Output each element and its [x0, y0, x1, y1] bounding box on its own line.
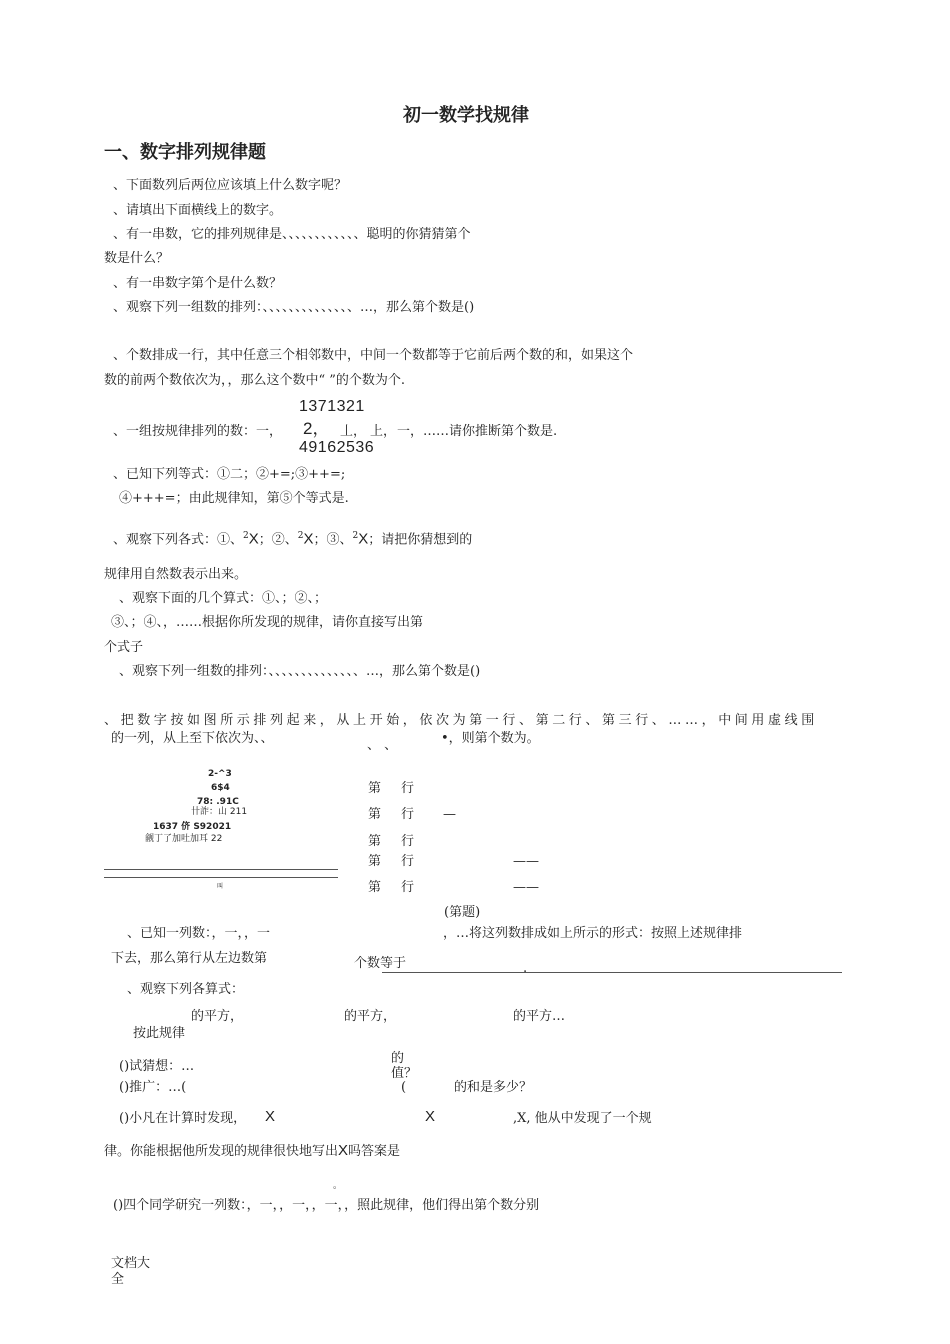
figure-label: (第题) — [444, 905, 481, 920]
q14-part-2: ()推广：…( — [119, 1080, 187, 1095]
q14-de: 的 — [391, 1051, 405, 1066]
figure-row-4: 卄詐：山 211 — [191, 807, 248, 817]
q9-x-2: X — [303, 530, 314, 548]
question-12-line1: 、把数字按如图所示排列起来，从上开始，依次为第一行、第二行、第三行、……，中间用虚线围 — [104, 713, 818, 728]
row-label-1-b: 行 — [401, 781, 415, 796]
row-label-5-a: 第 — [368, 880, 382, 895]
question-13-line1-tail: ，…将这列数排成如上所示的形式：按照上述规律排 — [443, 926, 743, 941]
q9-lead: 、观察下列各式：①、 — [113, 532, 244, 548]
row-label-1-a: 第 — [368, 781, 382, 796]
q14-part-3: ()小凡在计算时发现， — [119, 1111, 247, 1126]
question-13-period: . — [523, 961, 528, 976]
question-6-line1: 、个数排成一行，其中任意三个相邻数中，中间一个数都等于它前后两个数的和，如果这个 — [113, 348, 634, 363]
q14-square-2: 的平方， — [344, 1009, 397, 1024]
row-label-4-a: 第 — [368, 854, 382, 869]
q14-square-3: 的平方… — [513, 1009, 566, 1024]
fraction-denominators: 49162536 — [299, 439, 375, 456]
q14-part-4: ()四个同学研究一列数：，一，，一，，一，，照此规律，他们得出第个数分别 — [113, 1198, 540, 1213]
question-6-line2: 数的前两个数依次为，，那么这个数中“ ”的个数为个. — [104, 373, 406, 388]
page-title: 初一数学找规律 — [403, 105, 529, 126]
question-14: 、观察下列各算式： — [127, 982, 245, 997]
question-10-line3: 个式子 — [104, 640, 144, 655]
fraction-numerators: 1371321 — [299, 398, 365, 415]
q14-part-1: ()试猜想：… — [119, 1059, 195, 1074]
q14-part-3-line2-a: 律。你能根据他所发现的规律很快地写出 — [104, 1144, 339, 1159]
q14-rule: 按此规律 — [133, 1026, 186, 1041]
q9-sup-2: 2 — [297, 531, 304, 541]
figure-row-5: 1637 侪 S92021 — [153, 822, 232, 832]
q9-mid-3: ；③、 — [313, 532, 353, 548]
figure-row-2: 6$4 — [211, 783, 230, 793]
question-4: 、有一串数字第个是什么数？ — [113, 276, 283, 291]
answer-blank-line — [382, 972, 842, 973]
question-8-line1: 、已知下列等式：①二；②+=;③++=; — [113, 467, 346, 482]
question-7-sep2: 上， — [370, 424, 397, 439]
figure-row-3: 78: .91C — [197, 797, 239, 807]
figure-line-2 — [104, 877, 338, 878]
question-7-tail: 一，……请你推断第个数是. — [397, 424, 558, 439]
section-heading: 一、数字排列规律题 — [104, 142, 266, 163]
row-label-3-a: 第 — [368, 834, 382, 849]
question-7-sep1: 丄， — [340, 424, 367, 439]
question-7-two: 2， — [303, 419, 330, 438]
q9-mid-2: ；②、 — [258, 532, 298, 548]
q14-part-2-paren: ( — [401, 1080, 407, 1095]
q14-part-3-x1: X — [265, 1108, 276, 1125]
row-label-3-b: 行 — [401, 834, 415, 849]
q9-sup-1: 2 — [243, 531, 249, 541]
question-2: 、请填出下面横线上的数字。 — [113, 203, 283, 218]
q9-x-1: X — [248, 530, 259, 548]
question-13-equals: 个数等于 — [354, 956, 407, 971]
q14-part-3-line2 — [104, 1143, 400, 1160]
question-1: 、下面数列后两位应该填上什么数字呢？ — [113, 178, 348, 193]
question-3-line1: 、有一串数，它的排列规律是、、、、、、、、、、、、聪明的你猜猜第个 — [113, 227, 471, 242]
row-label-2-a: 第 — [368, 807, 382, 822]
q14-part-3-x3: X — [338, 1142, 349, 1159]
footer-line-1: 文档大 — [111, 1256, 151, 1271]
row-label-2-dash: — — [443, 807, 456, 822]
q14-part-2-tail: 的和是多少？ — [454, 1080, 533, 1095]
q14-clipped-text: 值？ — [391, 1066, 418, 1081]
row-label-4-b: 行 — [401, 854, 415, 869]
question-3-line2: 数是什么？ — [104, 251, 170, 266]
q14-part-3-line2-b: 吗答案是 — [348, 1144, 401, 1159]
q14-square-1: 的平方， — [191, 1009, 244, 1024]
question-9-line2: 规律用自然数表示出来。 — [104, 567, 248, 582]
question-10-line2: ③、；④、，……根据你所发现的规律，请你直接写出第 — [111, 615, 424, 630]
question-13-line2: 下去，那么第行从左边数第 — [111, 951, 268, 966]
question-13-line1: 、已知一列数：，一，，一 — [127, 926, 271, 941]
q9-tail: ；请把你猜想到的 — [368, 532, 473, 548]
question-9 — [113, 528, 472, 548]
row-label-2-b: 行 — [401, 807, 415, 822]
question-10-line1: 、观察下面的几个算式：①、；②、； — [119, 591, 328, 606]
row-label-5-dash: —— — [513, 880, 539, 895]
question-8-line2: ④+++=；由此规律知，第⑤个等式是. — [119, 491, 349, 506]
q9-sup-3: 2 — [352, 531, 359, 541]
question-11: 、观察下列一组数的排列：、、、、、、、、、、、、、、…，那么第个数是() — [119, 664, 481, 679]
question-7-prefix: 、一组按规律排列的数：一， — [113, 424, 283, 439]
question-12-line2: 的一列，从上至下依次为、、 — [111, 731, 274, 746]
row-label-5-b: 行 — [401, 880, 415, 895]
q9-x-3: X — [358, 530, 369, 548]
figure-line-1 — [104, 869, 338, 870]
q14-part-3-x2: X — [425, 1108, 436, 1125]
figure-row-1: 2-^3 — [208, 769, 232, 779]
question-12-marks: 、 、 — [367, 738, 398, 753]
question-5: 、观察下列一组数的排列：、、、、、、、、、、、、、、…，那么第个数是() — [113, 300, 475, 315]
footer-line-2: 全 — [111, 1272, 125, 1287]
question-12-line2-tail: •，则第个数为。 — [441, 731, 540, 746]
answer-dot: 。 — [333, 1181, 343, 1191]
q14-part-3-tail: ,X, 他从中发现了一个规 — [513, 1111, 652, 1126]
figure-row-6: 觎丁了加吐加耳 22 — [145, 834, 223, 844]
row-label-4-dash: —— — [513, 854, 539, 869]
figure-caption-mark: 叫 — [217, 883, 224, 890]
